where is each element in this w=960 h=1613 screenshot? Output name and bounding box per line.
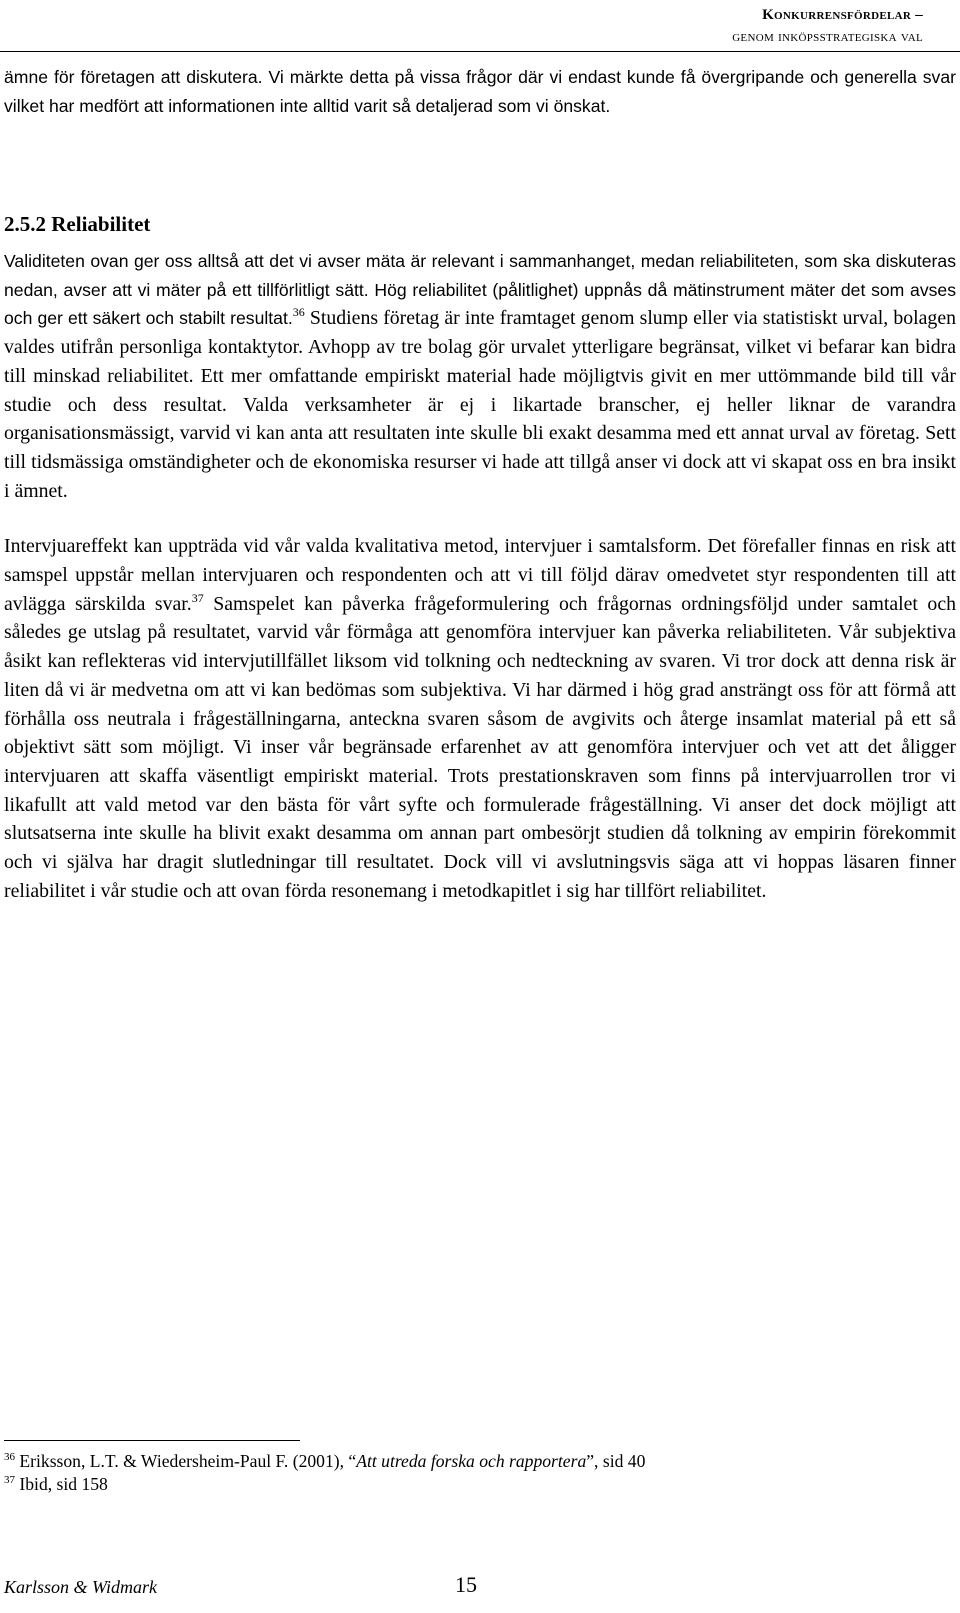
footnote-text: ”, sid 40 xyxy=(586,1451,646,1471)
header-divider xyxy=(0,51,960,52)
header-subtitle: genom inköpsstrategiska val xyxy=(732,29,923,45)
footnote-divider xyxy=(4,1440,300,1441)
section-body xyxy=(4,247,956,905)
paragraph-text: Studiens företag är inte framtaget genom slump eller via statistiskt urval, bolagen valdes utifrån personliga kontaktytor. xyxy=(4,307,956,359)
interviewer-effect-paragraph xyxy=(4,532,956,905)
footnote-title: Att utreda forska och rapportera xyxy=(356,1451,587,1471)
footnote-number: 36 xyxy=(4,1451,15,1463)
running-header xyxy=(732,4,923,48)
page-number: 15 xyxy=(455,1572,477,1597)
footnote-number: 37 xyxy=(4,1474,15,1486)
footnote-item xyxy=(4,1450,956,1473)
header-title: Konkurrensfördelar – xyxy=(762,7,923,23)
footnotes xyxy=(4,1450,956,1496)
footer-authors: Karlsson & Widmark xyxy=(4,1577,158,1597)
section-heading: 2.5.2 Reliabilitet xyxy=(4,212,151,236)
footnote-text: Eriksson, L.T. & Wiedersheim-Paul F. (2001), “ xyxy=(15,1451,357,1471)
footnote-ref: 36 xyxy=(292,305,305,320)
footnote-item xyxy=(4,1473,956,1496)
intro-paragraph-block xyxy=(4,63,956,120)
paragraph-text: Intervjuareffekt kan uppträda vid vår valda kvalitativa metod, intervjuer i samtalsform. Det förefaller finnas en risk att samspel uppstår mellan intervjuaren och respondenten och att vi till följd därav omedvetet styr respondenten till att avlägga särskilda svar. xyxy=(4,535,956,615)
paragraph-text: Avhopp av tre bolag gör urvalet ytterligare begränsat, vilket vi befarar kan bidra till minskad reliabilitet. Ett mer omfattande empiriskt material hade möjligtvis givit en mer uttömmande bild till vår studie och dess resultat. Valda verksamheter är ej i likartade branscher, ej heller liknar de varandra organisationsmässigt, varvid vi kan anta att resultaten inte skulle bli exakt desamma med ett annat urval av företag. Sett till tidsmässiga omständigheter och de ekonomiska resurser vi hade att tillgå anser vi dock att vi skapat oss en bra insikt i ämnet. xyxy=(4,336,956,502)
paragraph-text: Validiteten ovan ger oss alltså att det vi avser mäta är relevant i sammanhanget, medan reliabiliteten, som ska diskuteras nedan, avser att vi mäter på ett tillförlitligt sätt. Hög reliabilitet (pålitlighet) uppnås då mätinstrument mäter det som avses och ger ett säkert och stabilt resultat. xyxy=(4,251,956,329)
reliability-paragraph xyxy=(4,247,956,505)
intro-paragraph: ämne för företagen att diskutera. Vi märkte detta på vissa frågor där vi endast kunde få övergripande och generella svar vilket har medfört att informationen inte alltid varit så detaljerad som vi önskat. xyxy=(4,67,956,116)
paragraph-text: Samspelet kan påverka frågeformulering och frågornas ordningsföljd under samtalet och således ge utslag på resultatet, varvid vår förmåga att genomföra intervjuer kan påverka reliabiliteten. Vår subjektiva åsikt kan reflekteras vid intervjutillfället liksom vid tolkning och nedteckning av svaren. Vi tror dock att denna risk är liten då vi är medvetna om att vi kan bedömas som subjektiva. Vi har därmed i hög grad ansträngt oss för att förmå att förhålla oss neutrala i frågeställningarna, anteckna svaren såsom de avgivits och återge insamlat material på ett så objektivt sätt som möjligt. Vi inser vår begränsade erfarenhet av att genomföra intervjuer och vet att det åligger intervjuaren att skaffa väsentligt empiriskt material. Trots prestationskraven som finns på intervjuarrollen tror vi likafullt att vald metod var den bästa för vårt syfte och formulerade frågeställning. Vi anser det dock möjligt att slutsatserna inte skulle ha blivit exakt desamma om annan part ombesörjt studien då tolkning av empirin förekommit och vi själva har dragit slutledningar till resultatet. Dock vill vi avslutningsvis säga att vi hoppas läsaren finner reliabilitet i vår studie och att ovan förda resonemang i metodkapitlet i sig har tillfört reliabilitet. xyxy=(4,592,956,902)
footnote-text: Ibid, sid 158 xyxy=(15,1474,108,1494)
footnote-ref: 37 xyxy=(191,590,204,605)
